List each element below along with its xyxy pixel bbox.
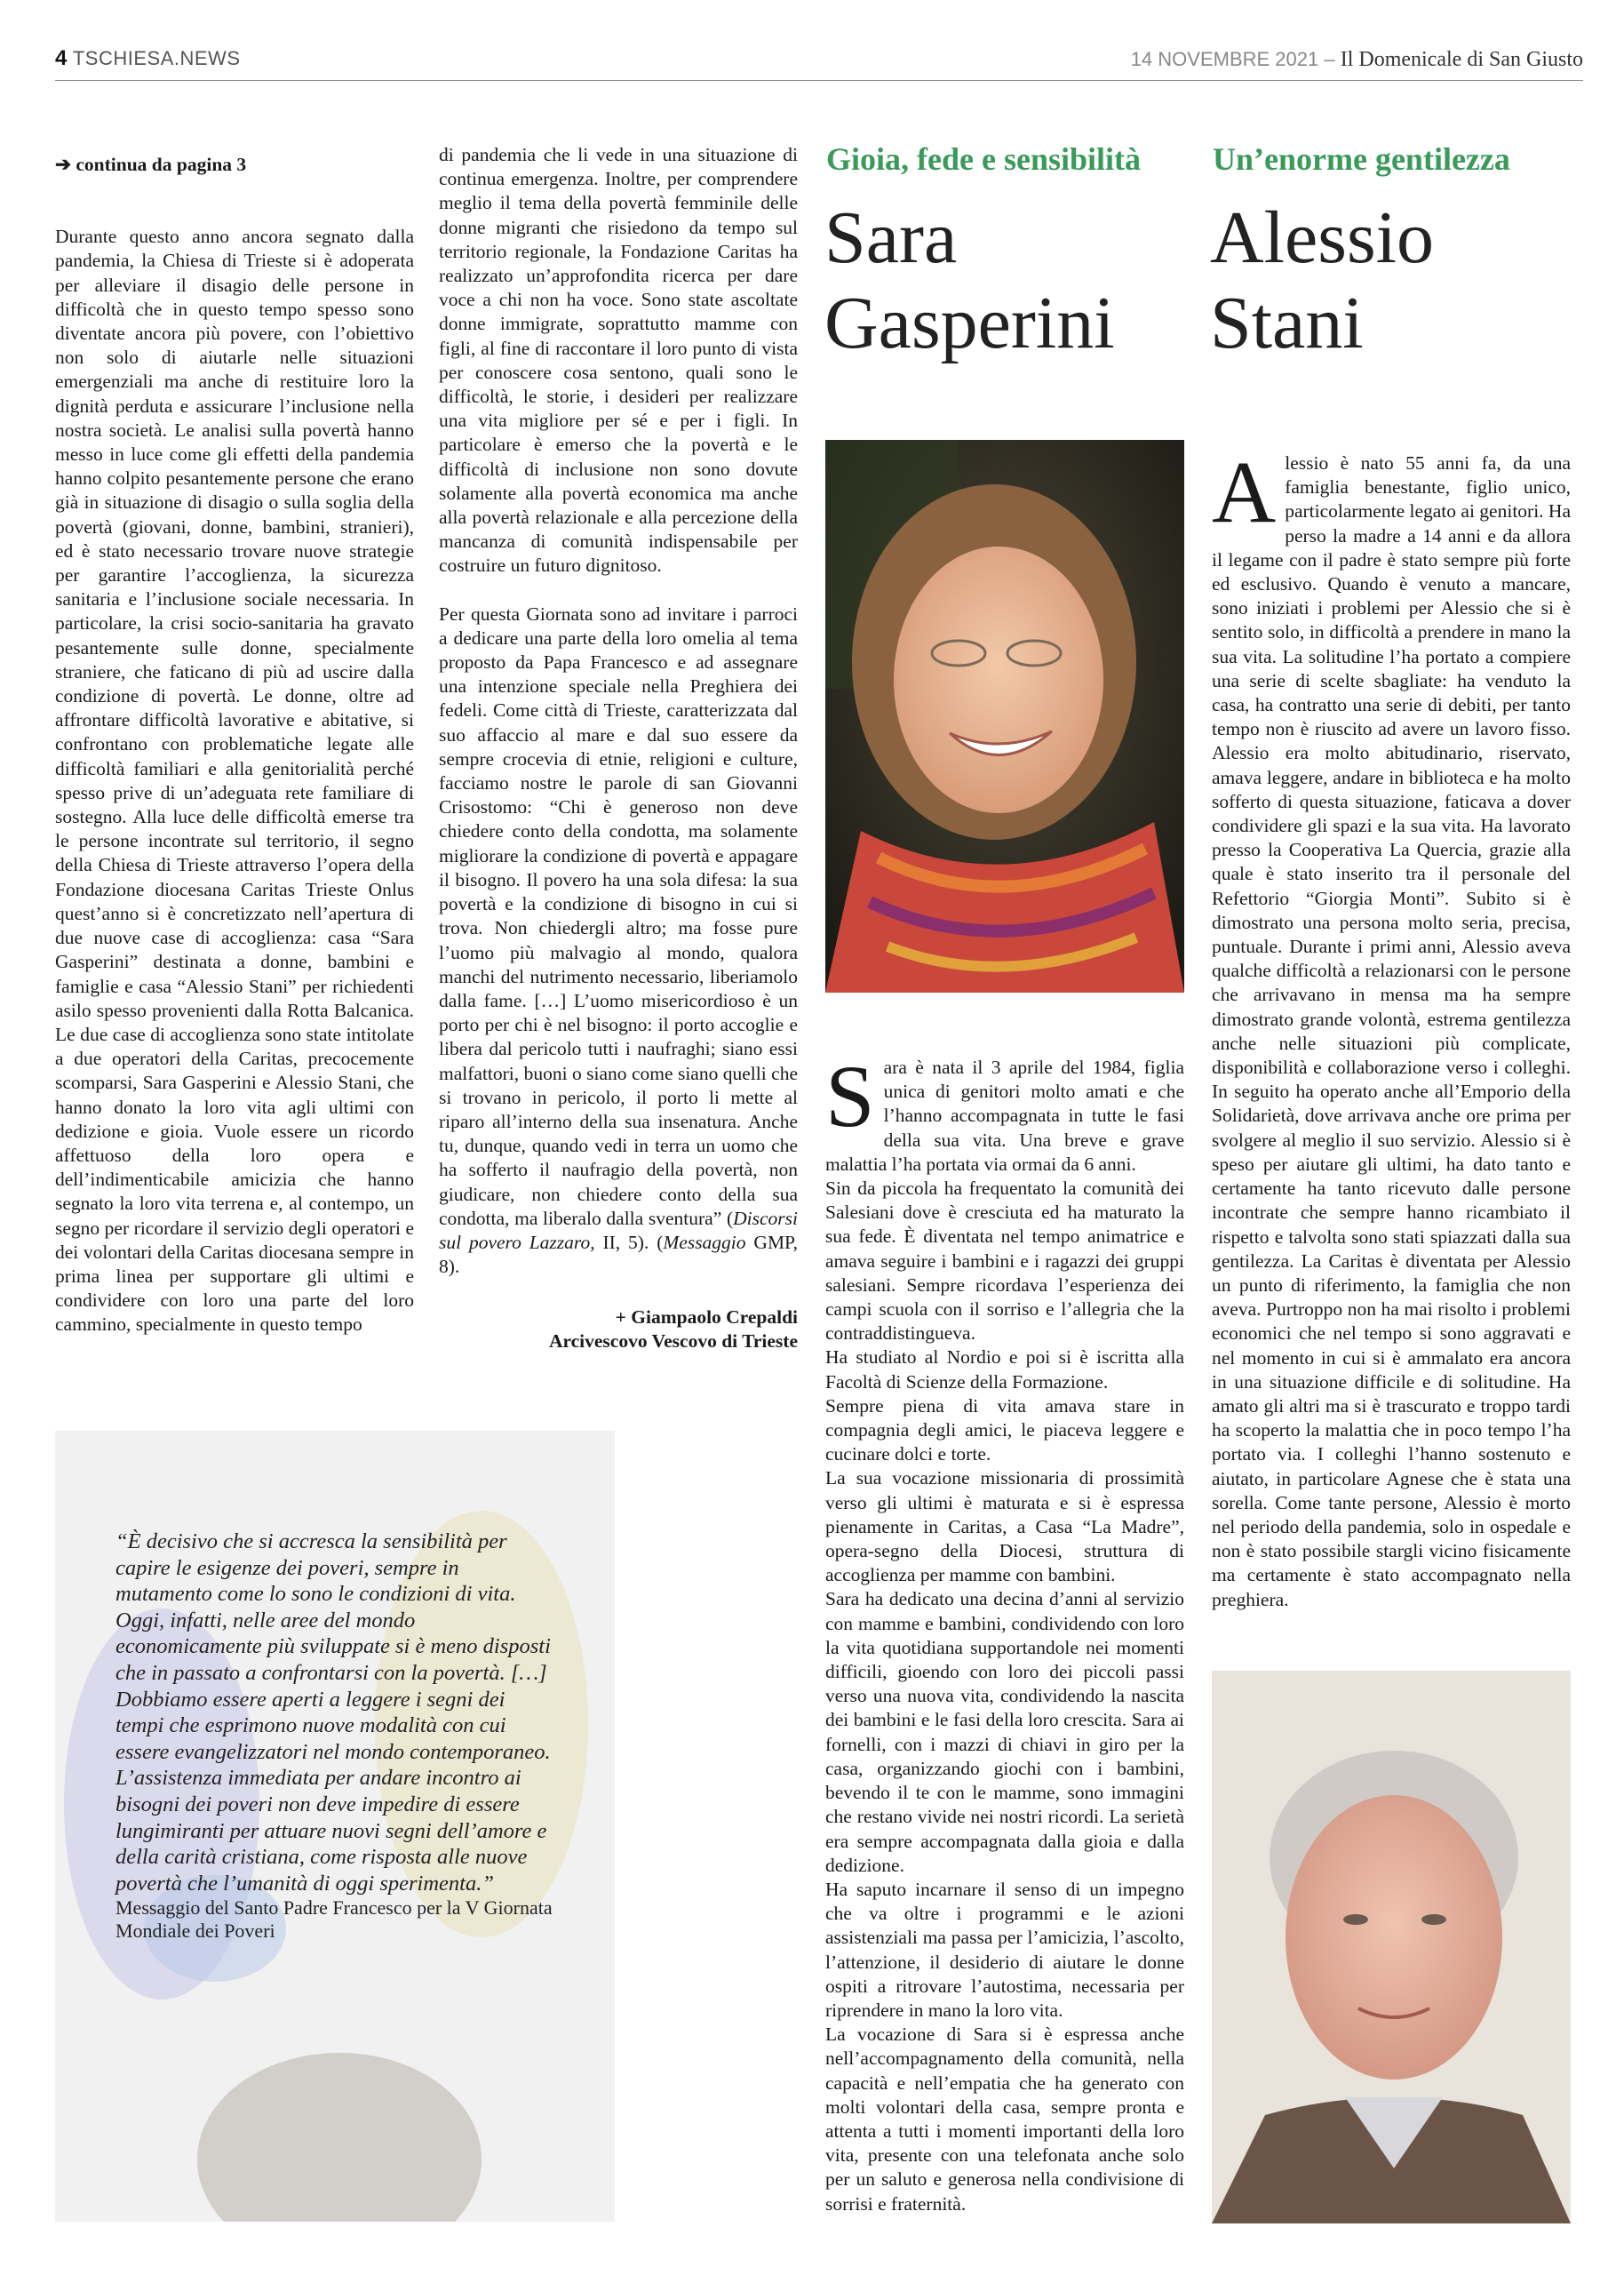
sara-kicker: Gioia, fede e sensibilità <box>826 141 1141 177</box>
sara-bio <box>825 1047 1184 2216</box>
alessio-name: Alessio Stani <box>1210 196 1434 364</box>
signature <box>439 1305 798 1353</box>
sara-bio-p4: Sempre piena di vita amava stare in compagnia degli amici, le piaceva leggere e cucinare dolci e torte. <box>825 1394 1184 1465</box>
sara-portrait-image <box>825 440 1184 993</box>
sara-bio-p1: Sara è nata il 3 aprile del 1984, figlia unica di genitori molto amati e che l’hanno accompagnata in tutte le fasi della sua vita. Una breve e grave malattia l’ha portata via ormai da 6 anni. <box>825 1047 1184 1175</box>
page-header-left <box>55 46 241 71</box>
sara-bio-p2: Sin da piccola ha frequentato la comunità dei Salesiani dove è cresciuta ed ha maturato la sua fede. È diventata nel tempo animatrice e amava seguire i bambini e i ragazzi dei gruppi salesiani. Sempre ricordava l’esperienza dei campi scuola con il sorriso e l’allegria che la contraddistingueva. <box>825 1177 1184 1345</box>
signature-title: Arcivescovo Vescovo di Trieste <box>548 1330 798 1353</box>
issue-date: 14 NOVEMBRE 2021 – <box>1130 48 1335 70</box>
sara-bio-p7: Ha saputo incarnare il senso di un impegno che va oltre i programmi e le azioni assistenziali ma passa per l’amicizia, l’ascolto, l’attenzione, il desiderio di aiutare le donne ospiti a ritrovare l’autostima, necessaria per riprendere in mano la loro vita. <box>825 1878 1184 2021</box>
article-column-2 <box>439 143 798 1353</box>
section-name: TSCHIESA.NEWS <box>72 47 241 69</box>
alessio-portrait-image <box>1212 1671 1571 2223</box>
quote-content <box>115 1529 553 1943</box>
sara-bio-p5: La sua vocazione missionaria di prossimità verso gli ultimi è maturata e si è espressa pienamente in Caritas, a Casa “La Madre”, opera-segno della Diocesi, struttura di accoglienza per mamme con bambini. <box>825 1467 1184 1586</box>
page-header-right <box>1131 48 1583 72</box>
page-number: 4 <box>55 46 68 70</box>
quote-text: “È decisivo che si accresca la sensibilità per capire le esigenze dei poveri, sempre in mutamento come lo sono le condizioni di vita. Oggi, infatti, nelle aree del mondo economicamente più sviluppate si è meno disposti che in passato a confrontarsi con la povertà. […] Dobbiamo essere aperti a leggere i segni dei tempi che esprimono nuove modalità con cui essere evangelizzatori nel mondo contemporaneo. L’assistenza immediata per andare incontro ai bisogni dei poveri non deve impedire di essere lungimiranti per attuare nuovi segni dell’amore e della carità cristiana, come risposta alle nuove povertà che l’umanità di oggi sperimenta.” <box>115 1529 551 1896</box>
continued-from-label: ➔ continua da pagina 3 <box>55 154 247 175</box>
pope-quote-box <box>55 1431 615 2222</box>
sara-photo <box>825 440 1184 993</box>
alessio-kicker: Un’enorme gentilezza <box>1213 141 1510 177</box>
article-body-col2-p1: di pandemia che li vede in una situazione di continua emergenza. Inoltre, per comprendere meglio il tema della povertà femminile delle donne migranti che risiedono da tempo sul territorio regionale, la Fondazione Caritas ha realizzato un’approfondita ricerca per dare voce a chi non ha voce. Sono state ascoltate donne immigrate, soprattutto mamme con figli, al fine di raccontare il loro punto di vista per conoscere cosa sentono, quali sono le difficoltà, le storie, i desideri per realizzare una vita migliore per sé e per i figli. In particolare è emerso che la povertà e le difficoltà di inclusione non sono dovute solamente alla povertà economica ma anche alla povertà relazionale e alla percezione della mancanza di comunità indispensabile per costruire un futuro dignitoso. <box>439 144 798 577</box>
article-body-col1: Durante questo anno ancora segnato dalla pandemia, la Chiesa di Trieste si è adoperata per alleviare il disagio delle persone in difficoltà che in questo tempo spesso sono diventate ancora più povere, con l’obiettivo non solo di aiutarle nelle situazioni emergenziali ma anche di restituire loro la dignità perduta e assicurare l’inclusione nella nostra società. Le analisi sulla povertà hanno messo in luce come gli effetti della pandemia hanno colpito pesantemente persone che erano già in situazione di disagio o sulla soglia della povertà (giovani, donne, bambini, stranieri), ed è stato necessario trovare nuove strategie per garantire l’accoglienza, la sicurezza sanitaria e l’inclusione sociale necessaria. In particolare, la crisi socio-sanitaria ha gravato pesantemente sulle donne, specialmente straniere, che faticano di più ad uscire dalla condizione di povertà. Le donne, oltre ad affrontare difficoltà lavorative e abitative, si confrontano con problematiche legate alle difficoltà familiari e alla genitorialità perché spesso prive di un’adeguata rete familiare di sostegno. Alla luce delle difficoltà emerse tra le persone incontrate sul territorio, il segno della Chiesa di Trieste attraverso l’opera della Fondazione diocesana Caritas Trieste Onlus quest’anno si è concretizzato nell’apertura di due nuove case di accoglienza: casa “Sara Gasperini” destinata a donne, bambini e famiglie e casa “Alessio Stani” per richiedenti asilo spesso provenienti dalla Rotta Balcanica. Le due case di accoglienza sono state intitolate a due operatori della Caritas, precocemente scomparsi, Sara Gasperini e Alessio Stani, che hanno donato la loro vita agli ultimi con dedizione e gioia. Vuole essere un ricordo affettuoso della loro opera e dell’indimenticabile amicizia che hanno segnato la loro vita terrena e, al contempo, un segno per ricordare il servizio degli operatori e dei volontari della Caritas diocesana sempre in prima linea per supportare gli ultimi e condividere con loro una parte del loro cammino, specialmente in questo tempo <box>55 226 414 1336</box>
alessio-bio <box>1212 443 1571 1612</box>
article-body-col2-p2: Per questa Giornata sono ad invitare i parroci a dedicare una parte della loro omelia al tema proposto da Papa Francesco e ad assegnare una intenzione speciale nella Preghiera dei fedeli. Come città di Trieste, caratterizzata dal suo affaccio al mare e dal suo essere da sempre crocevia di etnie, religioni e culture, facciamo nostre le parole di san Giovanni Crisostomo: “Chi è generoso non deve chiedere conto della condotta, ma solamente migliorare la condizione di povertà e appagare il bisogno. Il povero ha una sola difesa: la sua povertà e la condizione di bisogno in cui si trova. Non chiedergli altro; ma fosse pure l’uomo più malvagio al mondo, qualora manchi del nutrimento necessario, liberiamolo dalla fame. […] L’uomo misericordioso è un porto per chi è nel bisogno: il porto accoglie e libera dal pericolo tutti i naufraghi; siano essi malfattori, buoni o siano come siano quelli che si trovano in pericolo, il porto li mette al riparo all’interno della sua insenatura. Anche tu, dunque, quando vedi in terra un uomo che ha sofferto il naufragio della povertà, non giudicare, non chiedere conto della sua condotta, ma liberalo dalla sventura” (Discorsi sul povero Lazzaro, II, 5). (Messaggio GMP, 8). <box>439 603 799 1278</box>
header-rule <box>55 80 1583 81</box>
sara-name: Sara Gasperini <box>824 196 1115 364</box>
alessio-photo <box>1212 1671 1571 2223</box>
article-column-1 <box>55 153 414 1337</box>
sara-bio-p8: La vocazione di Sara si è espressa anche nell’accompagnamento della comunità, nella capacità e nell’empatia che ha generato con molti volontari della casa, sempre pronta e attenta a tutti i momenti importanti della loro vita, presente con una telefonata anche solo per un saluto e generosa nella condivisione di sorrisi e fraternità. <box>825 2024 1184 2215</box>
signature-name: + Giampaolo Crepaldi <box>615 1306 798 1329</box>
alessio-bio-p1: Alessio è nato 55 anni fa, da una famiglia benestante, figlio unico, particolarmente legato ai genitori. Ha perso la madre a 14 anni e da allora il legame con il padre è stato sempre più forte ed esclusivo. Quando è venuto a mancare, sono iniziati i problemi per Alessio che si è sentito solo, in difficoltà a prendere in mano la sua vita. La solitudine l’ha portato a compiere una serie di scelte sbagliate: ha venduto la casa, ha contratto una serie di debiti, per tanto tempo non è riuscito ad avere un lavoro fisso. Alessio era molto abitudinario, riservato, amava leggere, andare in biblioteca e ha molto sofferto di questa situazione, faticava a dover condividere gli spazi e la sua vita. Ha lavorato presso la Cooperativa La Quercia, grazie alla quale è stato inserito tra il personale del Refettorio “Giorgia Monti”. Subito si è dimostrato una persona molto seria, precisa, puntuale. Durante i primi anni, Alessio aveva qualche difficoltà a relazionarsi con le persone che arrivavano in mensa ma ha sempre dimostrato grande volontà, estrema gentilezza anche nelle situazioni più complicate, disponibilità e collaborazione verso i colleghi. In seguito ha operato anche all’Emporio della Solidarietà, dove arrivava anche ore prima per svolgere al meglio il suo servizio. Alessio si è speso per aiutare gli ultimi, ha dato tanto e certamente ha tanto ricevuto dalle persone incontrate che sempre hanno ricambiato il rispetto e talvolta sono stati spiazzati dalla sua gentilezza. La Caritas è diventata per Alessio un punto di riferimento, la famiglia che non aveva. Purtroppo non ha mai risolto i problemi economici che nel tempo si sono aggravati e nel momento in cui si è ammalato era ancora in una situazione difficile e di solitudine. Ha amato gli altri ma si è trascurato e troppo tardi ha scoperto la malattia che in poco tempo l’ha portato via. I colleghi l’hanno sostenuto e aiutato, in particolare Agnese che è stata una sorella. Come tante persone, Alessio è morto nel periodo della pandemia, solo in ospedale e non è stato possibile stargli vicino fisicamente ma certamente è stato accompagnato nella preghiera. <box>1212 443 1571 1610</box>
sara-bio-p6: Sara ha dedicato una decina d’anni al servizio con mamme e bambini, condividendo con loro la vita quotidiana supportandole nei momenti difficili, gioendo con loro dei piccoli passi verso una nuova vita, condividendo la nascita dei bambini e le fasi della loro crescita. Sara ai fornelli, con i mazzi di chiavi in giro per la casa, organizzando giochi con i bambini, bevendo il te con le mamme, sono immagini che restano vivide nei nostri ricordi. La serietà era sempre accompagnata dalla gioia e dalla dedizione. <box>825 1588 1184 1876</box>
quote-source: Messaggio del Santo Padre Francesco per la V Giornata Mondiale dei Poveri <box>115 1896 553 1943</box>
sara-bio-p3: Ha studiato al Nordio e poi si è iscritta alla Facoltà di Scienze della Formazione. <box>825 1346 1184 1393</box>
publication-name: Il Domenicale di San Giusto <box>1340 48 1583 71</box>
